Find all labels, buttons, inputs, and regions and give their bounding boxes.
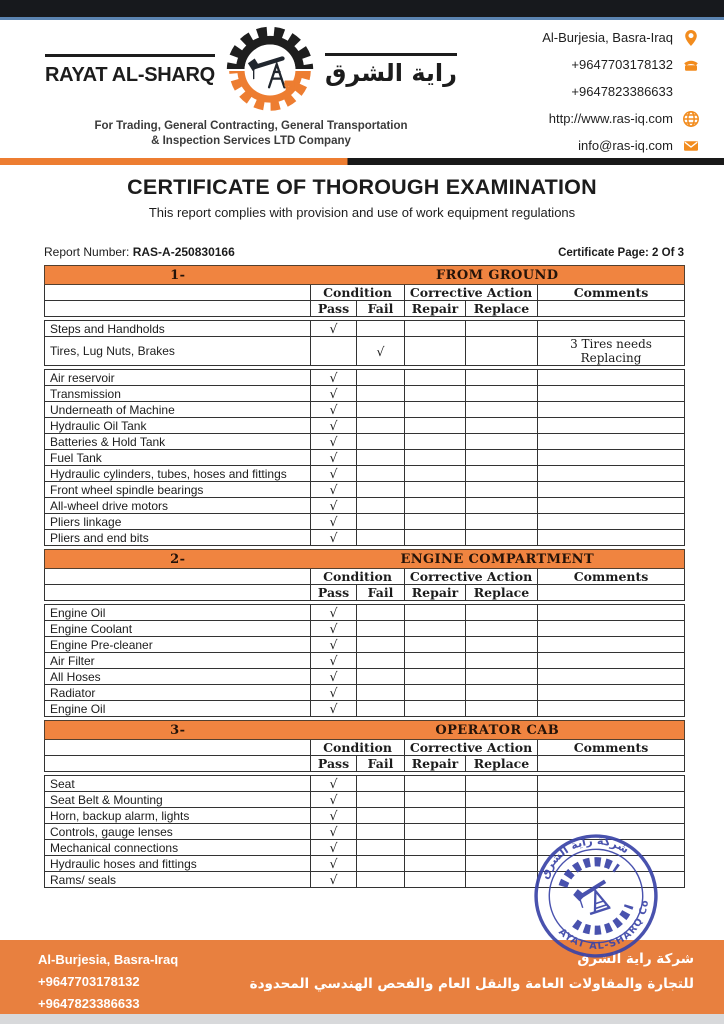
pass-cell: √ [311, 498, 357, 514]
fail-cell [357, 498, 405, 514]
table-row [45, 337, 685, 366]
pass-cell: √ [311, 530, 357, 546]
column-group-header-row [45, 569, 685, 585]
repair-cell [405, 337, 466, 366]
repair-cell [405, 824, 466, 840]
pass-cell: √ [311, 514, 357, 530]
table-row [45, 434, 685, 450]
tagline-line2: & Inspection Services LTD Company [151, 135, 351, 147]
pass-cell [311, 337, 357, 366]
item-header-blank [45, 740, 311, 756]
repair-header: Repair [405, 301, 466, 317]
item-cell: Controls, gauge lenses [45, 824, 311, 840]
report-number-label: Report Number: [44, 245, 133, 259]
comments-header-blank [538, 756, 685, 772]
repair-cell [405, 621, 466, 637]
comment-cell [538, 792, 685, 808]
repair-cell [405, 792, 466, 808]
repair-cell [405, 653, 466, 669]
contact-phone2-text: +9647823386633 [571, 84, 673, 99]
table-row [45, 386, 685, 402]
fail-cell [357, 530, 405, 546]
fail-cell [357, 621, 405, 637]
table-row [45, 450, 685, 466]
replace-cell [466, 530, 538, 546]
pass-cell: √ [311, 669, 357, 685]
contact-email-text: info@ras-iq.com [578, 138, 673, 153]
comment-cell [538, 434, 685, 450]
item-cell: Fuel Tank [45, 450, 311, 466]
table-row [45, 321, 685, 337]
section-title: ENGINE COMPARTMENT [311, 550, 685, 569]
replace-cell [466, 792, 538, 808]
footer-address: Al-Burjesia, Basra-Iraq [38, 952, 179, 967]
comment-cell [538, 321, 685, 337]
condition-header: Condition [311, 569, 405, 585]
repair-cell [405, 840, 466, 856]
fail-cell [357, 808, 405, 824]
fail-cell [357, 418, 405, 434]
fail-cell [357, 321, 405, 337]
replace-cell [466, 370, 538, 386]
item-cell: Engine Oil [45, 701, 311, 717]
replace-cell [466, 434, 538, 450]
section-header-row [45, 721, 685, 740]
contact-address [542, 24, 700, 51]
fail-cell [357, 402, 405, 418]
replace-cell [466, 637, 538, 653]
repair-cell [405, 482, 466, 498]
repair-cell [405, 434, 466, 450]
replace-cell [466, 466, 538, 482]
section-title: OPERATOR CAB [311, 721, 685, 740]
tagline-line1: For Trading, General Contracting, General Transportation [94, 120, 408, 132]
fail-cell [357, 840, 405, 856]
globe-icon [682, 110, 700, 128]
replace-cell [466, 840, 538, 856]
repair-cell [405, 637, 466, 653]
repair-cell [405, 808, 466, 824]
repair-cell [405, 776, 466, 792]
repair-cell [405, 370, 466, 386]
table-row [45, 653, 685, 669]
pass-cell: √ [311, 450, 357, 466]
replace-cell [466, 337, 538, 366]
table-row [45, 669, 685, 685]
pass-cell: √ [311, 621, 357, 637]
item-cell: Mechanical connections [45, 840, 311, 856]
footer-arabic-line2: للتجارة والمقاولات العامة والنقل العام والفحص الهندسي المحدودة [249, 976, 694, 992]
comments-header-blank [538, 585, 685, 601]
column-header-row [45, 301, 685, 317]
footer-phone2: +9647823386633 [38, 996, 140, 1011]
table-row [45, 605, 685, 621]
replace-cell [466, 498, 538, 514]
comment-cell [538, 685, 685, 701]
company-name-en: RAYAT AL-SHARQ [45, 54, 215, 87]
replace-cell [466, 450, 538, 466]
item-cell: Air Filter [45, 653, 311, 669]
item-cell: Tires, Lug Nuts, Brakes [45, 337, 311, 366]
pass-cell: √ [311, 701, 357, 717]
pass-header: Pass [311, 585, 357, 601]
item-cell: Hydraulic hoses and fittings [45, 856, 311, 872]
replace-cell [466, 621, 538, 637]
fail-cell [357, 872, 405, 888]
comments-header: Comments [538, 740, 685, 756]
pass-cell: √ [311, 482, 357, 498]
table-row [45, 498, 685, 514]
pass-header: Pass [311, 756, 357, 772]
report-number [44, 245, 235, 259]
fail-cell [357, 776, 405, 792]
inspection-tables [44, 265, 684, 888]
table-row [45, 637, 685, 653]
fail-cell [357, 701, 405, 717]
repair-cell [405, 450, 466, 466]
page-subtitle: This report complies with provision and use of work equipment regulations [148, 205, 576, 220]
contact-phone2 [542, 78, 700, 105]
replace-cell [466, 321, 538, 337]
column-group-header-row [45, 285, 685, 301]
icon-spacer [682, 83, 700, 101]
table-row [45, 685, 685, 701]
section-number: 1- [45, 266, 311, 285]
item-cell: Pliers linkage [45, 514, 311, 530]
section-number: 2- [45, 550, 311, 569]
replace-cell [466, 776, 538, 792]
replace-cell [466, 514, 538, 530]
envelope-icon [682, 137, 700, 155]
repair-header: Repair [405, 585, 466, 601]
repair-cell [405, 685, 466, 701]
replace-header: Replace [466, 756, 538, 772]
table-row [45, 701, 685, 717]
item-cell: Seat Belt & Mounting [45, 792, 311, 808]
fail-cell [357, 370, 405, 386]
company-name-ar: راية الشرق [325, 53, 457, 87]
replace-cell [466, 685, 538, 701]
comments-header-blank [538, 301, 685, 317]
condition-header: Condition [311, 285, 405, 301]
repair-cell [405, 530, 466, 546]
table-row [45, 776, 685, 792]
contact-website-text: http://www.ras-iq.com [548, 111, 673, 126]
item-header-blank [45, 569, 311, 585]
pass-cell: √ [311, 872, 357, 888]
pass-cell: √ [311, 856, 357, 872]
pass-cell: √ [311, 434, 357, 450]
comment-cell [538, 637, 685, 653]
replace-cell [466, 653, 538, 669]
repair-cell [405, 498, 466, 514]
fail-cell [357, 792, 405, 808]
comments-header: Comments [538, 285, 685, 301]
pass-cell: √ [311, 685, 357, 701]
repair-cell [405, 386, 466, 402]
table-row [45, 402, 685, 418]
item-header-blank [45, 756, 311, 772]
replace-header: Replace [466, 585, 538, 601]
comment-cell [538, 653, 685, 669]
item-header-blank [45, 301, 311, 317]
item-cell: Batteries & Hold Tank [45, 434, 311, 450]
comment-cell [538, 514, 685, 530]
item-cell: Hydraulic Oil Tank [45, 418, 311, 434]
fail-cell [357, 653, 405, 669]
table-row [45, 482, 685, 498]
pass-cell: √ [311, 653, 357, 669]
letterhead [0, 20, 724, 158]
pass-cell: √ [311, 824, 357, 840]
top-bar [0, 0, 724, 20]
fail-header: Fail [357, 756, 405, 772]
repair-cell [405, 321, 466, 337]
replace-cell [466, 386, 538, 402]
svg-text:شركة راية الشرق [531, 831, 634, 884]
pass-header: Pass [311, 301, 357, 317]
repair-cell [405, 605, 466, 621]
comment-cell [538, 370, 685, 386]
comment-cell [538, 530, 685, 546]
table-row [45, 466, 685, 482]
pass-cell: √ [311, 402, 357, 418]
fail-header: Fail [357, 301, 405, 317]
table-row [45, 621, 685, 637]
item-cell: Engine Oil [45, 605, 311, 621]
fail-cell [357, 514, 405, 530]
contact-phone1-text: +9647703178132 [571, 57, 673, 72]
location-pin-icon [682, 29, 700, 47]
column-header-row [45, 756, 685, 772]
pass-cell: √ [311, 840, 357, 856]
item-cell: Horn, backup alarm, lights [45, 808, 311, 824]
comments-header: Comments [538, 569, 685, 585]
gear-pumpjack-logo-icon [222, 22, 318, 118]
bottom-strip [0, 1014, 724, 1024]
comment-cell [538, 498, 685, 514]
item-cell: Radiator [45, 685, 311, 701]
pass-cell: √ [311, 776, 357, 792]
comment-cell [538, 776, 685, 792]
footer-arabic-line1: شركة راية الشرق [577, 951, 694, 967]
column-header-row [45, 585, 685, 601]
comment-cell [538, 402, 685, 418]
section-title: FROM GROUND [311, 266, 685, 285]
table-row [45, 808, 685, 824]
fail-cell: √ [357, 337, 405, 366]
replace-cell [466, 872, 538, 888]
replace-cell [466, 701, 538, 717]
repair-header: Repair [405, 756, 466, 772]
item-cell: All Hoses [45, 669, 311, 685]
item-header-blank [45, 585, 311, 601]
section-number: 3- [45, 721, 311, 740]
orange-black-divider [0, 158, 724, 165]
fail-cell [357, 450, 405, 466]
item-cell: Seat [45, 776, 311, 792]
item-cell: Transmission [45, 386, 311, 402]
section-header-row [45, 266, 685, 285]
pass-cell: √ [311, 386, 357, 402]
contact-website [542, 105, 700, 132]
contact-phone1 [542, 51, 700, 78]
pass-cell: √ [311, 321, 357, 337]
certificate-page: Certificate Page: 2 Of 3 [558, 247, 684, 259]
fail-cell [357, 466, 405, 482]
pass-cell: √ [311, 808, 357, 824]
footer-phone1: +9647703178132 [38, 974, 140, 989]
contact-list [542, 24, 700, 159]
repair-cell [405, 701, 466, 717]
fail-cell [357, 824, 405, 840]
fail-cell [357, 482, 405, 498]
table-row [45, 370, 685, 386]
comment-cell [538, 482, 685, 498]
pass-cell: √ [311, 370, 357, 386]
company-stamp [531, 831, 661, 961]
column-group-header-row [45, 740, 685, 756]
phone-icon [682, 56, 700, 74]
contact-email [542, 132, 700, 159]
pass-cell: √ [311, 637, 357, 653]
pass-cell: √ [311, 418, 357, 434]
repair-cell [405, 856, 466, 872]
footer-contact-block [38, 949, 178, 1015]
page-title: CERTIFICATE OF THOROUGH EXAMINATION [127, 175, 597, 199]
stamp-arabic-text: شركة راية الشرق [537, 834, 632, 881]
pass-cell: √ [311, 466, 357, 482]
repair-cell [405, 872, 466, 888]
replace-cell [466, 669, 538, 685]
replace-header: Replace [466, 301, 538, 317]
item-cell: Air reservoir [45, 370, 311, 386]
item-header-blank [45, 285, 311, 301]
comment-cell [538, 418, 685, 434]
item-cell: Front wheel spindle bearings [45, 482, 311, 498]
comment-cell [538, 621, 685, 637]
replace-cell [466, 856, 538, 872]
repair-cell [405, 669, 466, 685]
comment-cell [538, 701, 685, 717]
repair-cell [405, 514, 466, 530]
section-header-row [45, 550, 685, 569]
comment-cell: 3 Tires needs Replacing [538, 337, 685, 366]
section-2 [44, 549, 684, 717]
condition-header: Condition [311, 740, 405, 756]
replace-cell [466, 824, 538, 840]
corrective-action-header: Corrective Action [405, 740, 538, 756]
replace-cell [466, 482, 538, 498]
repair-cell [405, 418, 466, 434]
item-cell: Steps and Handholds [45, 321, 311, 337]
item-cell: Underneath of Machine [45, 402, 311, 418]
replace-cell [466, 418, 538, 434]
corrective-action-header: Corrective Action [405, 285, 538, 301]
table-row [45, 530, 685, 546]
item-cell: Engine Coolant [45, 621, 311, 637]
item-cell: Pliers and end bits [45, 530, 311, 546]
item-cell: All-wheel drive motors [45, 498, 311, 514]
fail-cell [357, 434, 405, 450]
repair-cell [405, 402, 466, 418]
replace-cell [466, 808, 538, 824]
fail-cell [357, 637, 405, 653]
item-cell: Rams/ seals [45, 872, 311, 888]
pass-cell: √ [311, 792, 357, 808]
pass-cell: √ [311, 605, 357, 621]
table-row [45, 514, 685, 530]
report-meta-line [44, 245, 684, 259]
fail-cell [357, 669, 405, 685]
section-1 [44, 265, 684, 546]
fail-cell [357, 605, 405, 621]
fail-cell [357, 386, 405, 402]
report-number-value: RAS-A-250830166 [132, 245, 235, 259]
corrective-action-header: Corrective Action [405, 569, 538, 585]
company-logo-block [26, 22, 476, 149]
fail-header: Fail [357, 585, 405, 601]
fail-cell [357, 856, 405, 872]
comment-cell [538, 605, 685, 621]
contact-address-text: Al-Burjesia, Basra-Iraq [542, 30, 673, 45]
comment-cell [538, 386, 685, 402]
table-row [45, 792, 685, 808]
replace-cell [466, 605, 538, 621]
comment-cell [538, 669, 685, 685]
item-cell: Hydraulic cylinders, tubes, hoses and fittings [45, 466, 311, 482]
stamp-english-text: RAYAT AL-SHARQ Co. [556, 887, 652, 953]
table-row [45, 418, 685, 434]
fail-cell [357, 685, 405, 701]
comment-cell [538, 466, 685, 482]
comment-cell [538, 450, 685, 466]
item-cell: Engine Pre-cleaner [45, 637, 311, 653]
repair-cell [405, 466, 466, 482]
replace-cell [466, 402, 538, 418]
comment-cell [538, 808, 685, 824]
